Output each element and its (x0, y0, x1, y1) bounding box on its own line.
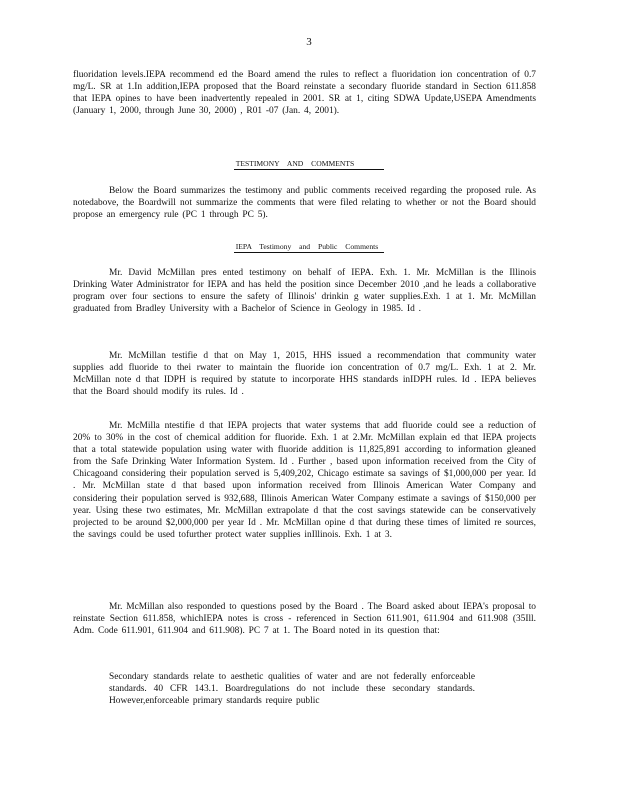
block-quote: Secondary standards relate to aesthetic qualities of water and are not federally enforceable standards. 40 CFR 143.1. Boardregulations do not include these secondary standards. However,enforceable primary standards require public (109, 672, 475, 707)
paragraph-mcmillan-4: Mr. McMillan also responded to questions posed by the Board . The Board asked about IEPA's proposal to reinstate Section 611.858, whichIEPA notes is cross - referenced in Section 611.901, 611.904 and 611.908 (35Ill. Adm. Code 611.901, 611.904 and 611.908). PC 7 at 1. The Board noted in its question that: (73, 602, 536, 637)
page-number: 3 (306, 36, 312, 48)
paragraph-mcmillan-2: Mr. McMillan testifie d that on May 1, 2015, HHS issued a recommendation that community water supplies add fluoride to thei rwater to maintain the fluoride ion concentration of 0.7 mg/L. Exh. 1 at 2. Mr. McMillan note d that IDPH is required by statute to incorporate HHS standards inIDPH rules. Id . IEPA believes that the Board should modify its rules. Id . (73, 351, 536, 398)
paragraph-mcmillan-1: Mr. David McMillan pres ented testimony on behalf of IEPA. Exh. 1. Mr. McMillan is the Illinois Drinking Water Administrator for IEPA and has held the position since December 2010 ,and he leads a collaborative program over four sections to ensure the safety of Illinois' drinkin g water supplies.Exh. 1 at 1. Mr. McMillan graduated from Bradley University with a Bachelor of Science in Geology in 1985. Id . (73, 268, 536, 315)
section-heading-testimony (0, 158, 618, 170)
paragraph-below: Below the Board summarizes the testimony and public comments received regarding the proposed rule. As notedabove, the Boardwill not summarize the comments that were filed relating to whether or not the Board should propose an emergency rule (PC 1 through PC 5). (73, 186, 536, 221)
section-heading-iepa (0, 241, 618, 253)
paragraph-mcmillan-3: Mr. McMilla ntestifie d that IEPA projects that water systems that add fluoride could see a reduction of 20% to 30% in the cost of chemical addition for fluoride. Exh. 1 at 2.Mr. McMillan explain ed that IEPA projects that a total statewide population using water with fluoride addition is 11,825,891 according to information gleaned from the Safe Drinking Water Information System. Id . Further , based upon information received from the City of Chicagoand considering their population served is 5,409,202, Chicago estimate sa savings of $1,000,000 per year. Id . Mr. McMillan state d that based upon information received from Illinois American Water Company and considering their population served is 932,688, Illinois American Water Company estimate a savings of $150,000 per year. Using these two estimates, Mr. McMillan extrapolate d that the cost savings statewide can be conservatively projected to be around $2,000,000 per year Id . Mr. McMillan opine d that during these times of limited re sources, the savings could be used tofurther protect water supplies inIllinois. Exh. 1 at 3. (73, 421, 536, 540)
section-heading-iepa-text: IEPA Testimony and Public Comments (234, 242, 384, 253)
paragraph-intro: fluoridation levels.IEPA recommend ed the Board amend the rules to reflect a fluoridation ion concentration of 0.7 mg/L. SR at 1.In addition,IEPA proposed that the Board reinstate a secondary fluoride standard in Section 611.858 that IEPA opines to have been inadvertently repealed in 2001. SR at 1, citing SDWA Update,USEPA Amendments (January 1, 2000, through June 30, 2000) , R01 -07 (Jan. 4, 2001). (73, 70, 536, 117)
section-heading-testimony-text: TESTIMONY AND COMMENTS (234, 159, 384, 170)
